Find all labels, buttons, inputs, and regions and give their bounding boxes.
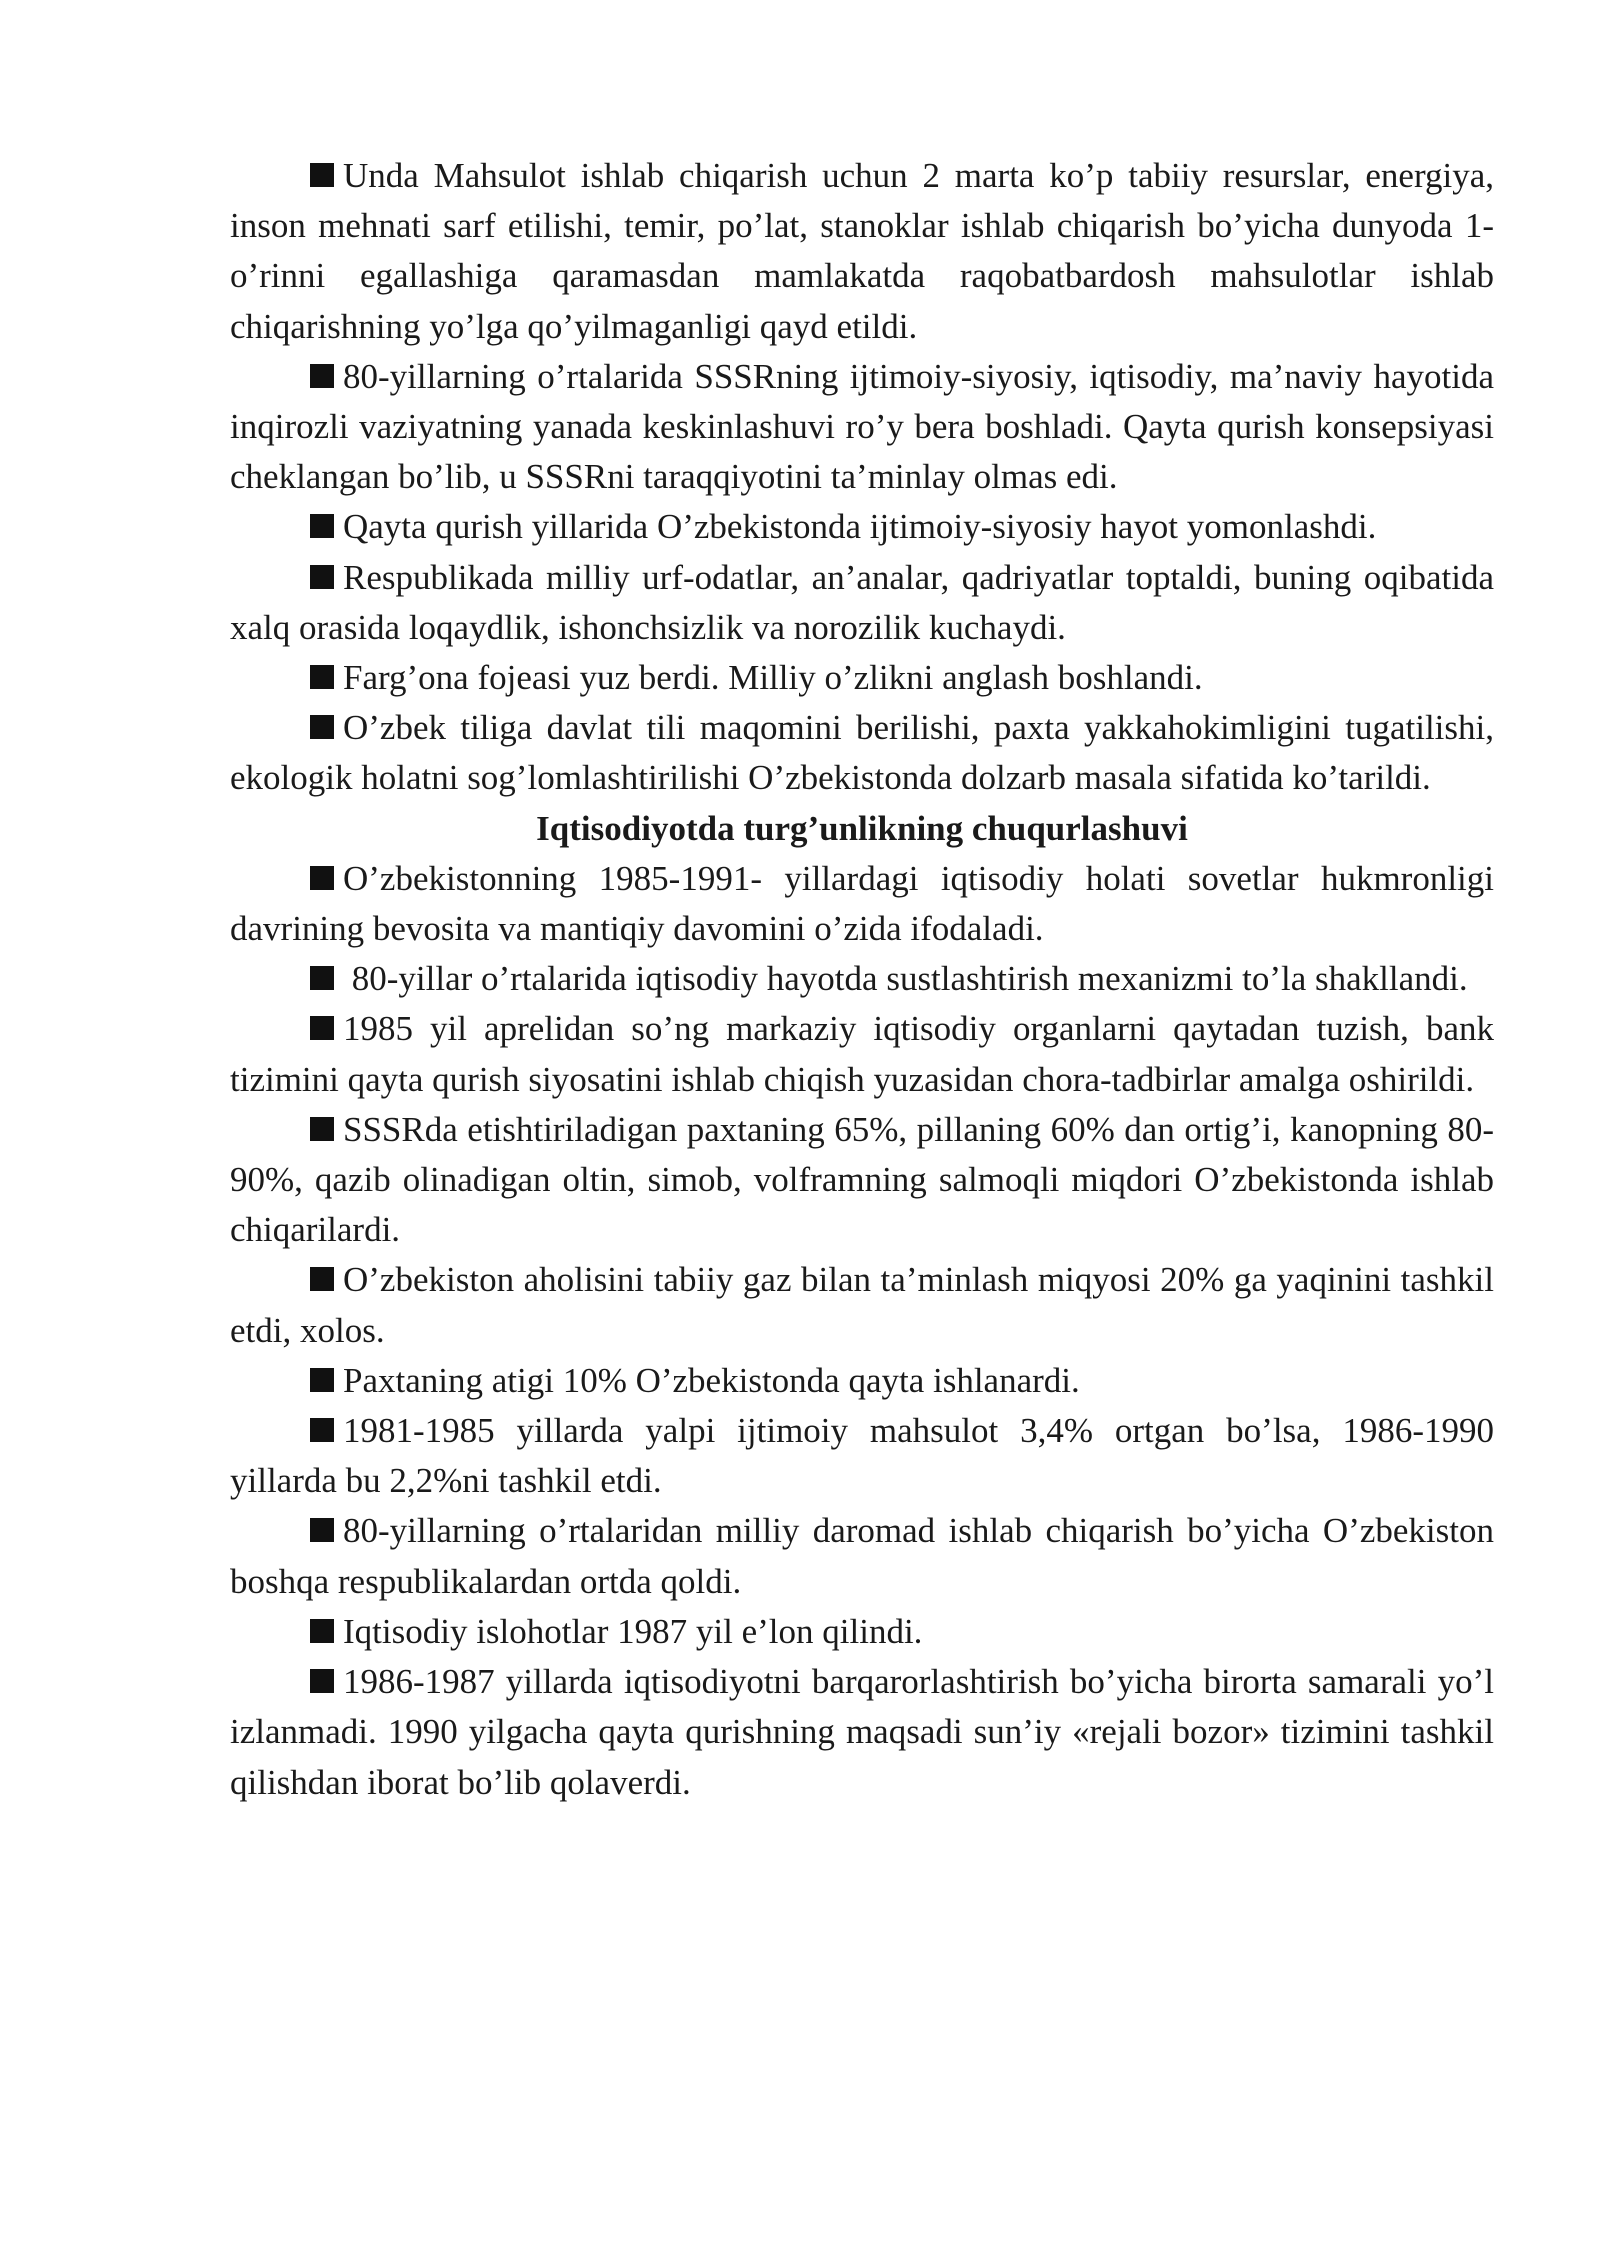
paragraph-text: SSSRda etishtiriladigan paxtaning 65%, pillaning 60% dan ortig’i, kanopning 80-90%, qazib olinadigan oltin, simob, volframning salmoqli miqdori O’zbekistonda ishlab chiqarilardi. <box>230 1109 1494 1250</box>
paragraph-text: O’zbekiston aholisini tabiiy gaz bilan ta’minlash miqyosi 20% ga yaqinini tashkil etdi, xolos. <box>230 1260 1494 1350</box>
bullet-square-icon <box>310 1619 334 1643</box>
paragraph-text: 1985 yil aprelidan so’ng markaziy iqtisodiy organlarni qaytadan tuzish, bank tizimini qayta qurish siyosatini ishlab chiqish yuzasidan chora-tadbirlar amalga oshirildi. <box>230 1009 1494 1099</box>
paragraph-text: 80-yillarning o’rtalaridan milliy daromad ishlab chiqarish bo’yicha O’zbekiston boshqa respublikalardan ortda qoldi. <box>230 1511 1494 1601</box>
paragraph <box>230 1255 1494 1355</box>
bullet-square-icon <box>310 1368 334 1392</box>
bullet-square-icon <box>310 1418 334 1442</box>
bullet-square-icon <box>310 866 334 890</box>
paragraph-text: 80-yillar o’rtalarida iqtisodiy hayotda sustlashtirish mexanizmi to’la shakllandi. <box>343 959 1468 999</box>
document-page <box>230 151 1494 1808</box>
paragraph <box>230 1406 1494 1506</box>
bullet-square-icon <box>310 1117 334 1141</box>
paragraph-text: Qayta qurish yillarida O’zbekistonda ijtimoiy-siyosiy hayot yomonlashdi. <box>343 507 1377 547</box>
bullet-square-icon <box>310 966 334 990</box>
paragraph <box>230 1657 1494 1808</box>
bullet-square-icon <box>310 1669 334 1693</box>
bullet-square-icon <box>310 364 334 388</box>
bullet-square-icon <box>310 665 334 689</box>
paragraph <box>230 1004 1494 1104</box>
bullet-square-icon <box>310 715 334 739</box>
bullet-square-icon <box>310 565 334 589</box>
paragraph-text: Respublikada milliy urf-odatlar, an’analar, qadriyatlar toptaldi, buning oqibatida xalq orasida loqaydlik, ishonchsizlik va norozilik kuchaydi. <box>230 557 1494 647</box>
paragraph <box>230 954 1494 1004</box>
paragraph <box>230 1607 1494 1657</box>
paragraph-text: O’zbekistonning 1985-1991- yillardagi iqtisodiy holati sovetlar hukmronligi davrining bevosita va mantiqiy davomini o’zida ifodaladi. <box>230 858 1494 949</box>
bullet-square-icon <box>310 1016 334 1040</box>
paragraph <box>230 703 1494 803</box>
paragraph-text: 1986-1987 yillarda iqtisodiyotni barqarorlashtirish bo’yicha birorta samarali yo’l izlanmadi. 1990 yilgacha qayta qurishning maqsadi sun’iy «rejali bozor» tizimini tashkil qilishdan iborat bo’lib qolaverdi. <box>230 1662 1494 1802</box>
bullet-square-icon <box>310 163 334 187</box>
paragraph <box>230 1356 1494 1406</box>
paragraph-text: Paxtaning atigi 10% O’zbekistonda qayta ishlanardi. <box>343 1360 1080 1400</box>
paragraph <box>230 1105 1494 1256</box>
section-heading: Iqtisodiyotda turg’unlikning chuqurlashuvi <box>536 808 1188 848</box>
bullet-square-icon <box>310 1518 334 1542</box>
paragraph <box>230 352 1494 503</box>
bullet-square-icon <box>310 1267 334 1291</box>
paragraph <box>230 151 1494 352</box>
paragraph-text: Iqtisodiy islohotlar 1987 yil e’lon qilindi. <box>343 1611 923 1651</box>
paragraph-text: Unda Mahsulot ishlab chiqarish uchun 2 marta ko’p tabiiy resurslar, energiya, inson mehnati sarf etilishi, temir, po’lat, stanoklar ishlab chiqarish bo’yicha dunyoda 1-o’rinni egallashiga qaramasdan mamlakatda raqobatbardosh mahsulotlar ishlab chiqarishning yo’lga qo’yilmaganligi qayd etildi. <box>230 156 1494 346</box>
paragraph-text: 80-yillarning o’rtalarida SSSRning ijtimoiy-siyosiy, iqtisodiy, ma’naviy hayotida inqirozli vaziyatning yanada keskinlashuvi ro’y bera boshladi. Qayta qurish konsepsiyasi cheklangan bo’lib, u SSSRni taraqqiyotini ta’minlay olmas edi. <box>230 356 1494 497</box>
paragraph-text: O’zbek tiliga davlat tili maqomini berilishi, paxta yakkahokimligini tugatilishi, ekologik holatni sog’lomlashtirilishi O’zbekistonda dolzarb masala sifatida ko’tarildi. <box>230 708 1494 798</box>
paragraph-text: Farg’ona fojeasi yuz berdi. Milliy o’zlikni anglash boshlandi. <box>343 658 1203 698</box>
paragraph <box>230 553 1494 653</box>
paragraph-text: 1981-1985 yillarda yalpi ijtimoiy mahsulot 3,4% ortgan bo’lsa, 1986-1990 yillarda bu 2,2%ni tashkil etdi. <box>230 1411 1494 1501</box>
bullet-square-icon <box>310 514 334 538</box>
paragraph <box>230 854 1494 954</box>
paragraph <box>230 653 1494 703</box>
paragraph <box>230 1506 1494 1606</box>
paragraph <box>230 502 1494 552</box>
